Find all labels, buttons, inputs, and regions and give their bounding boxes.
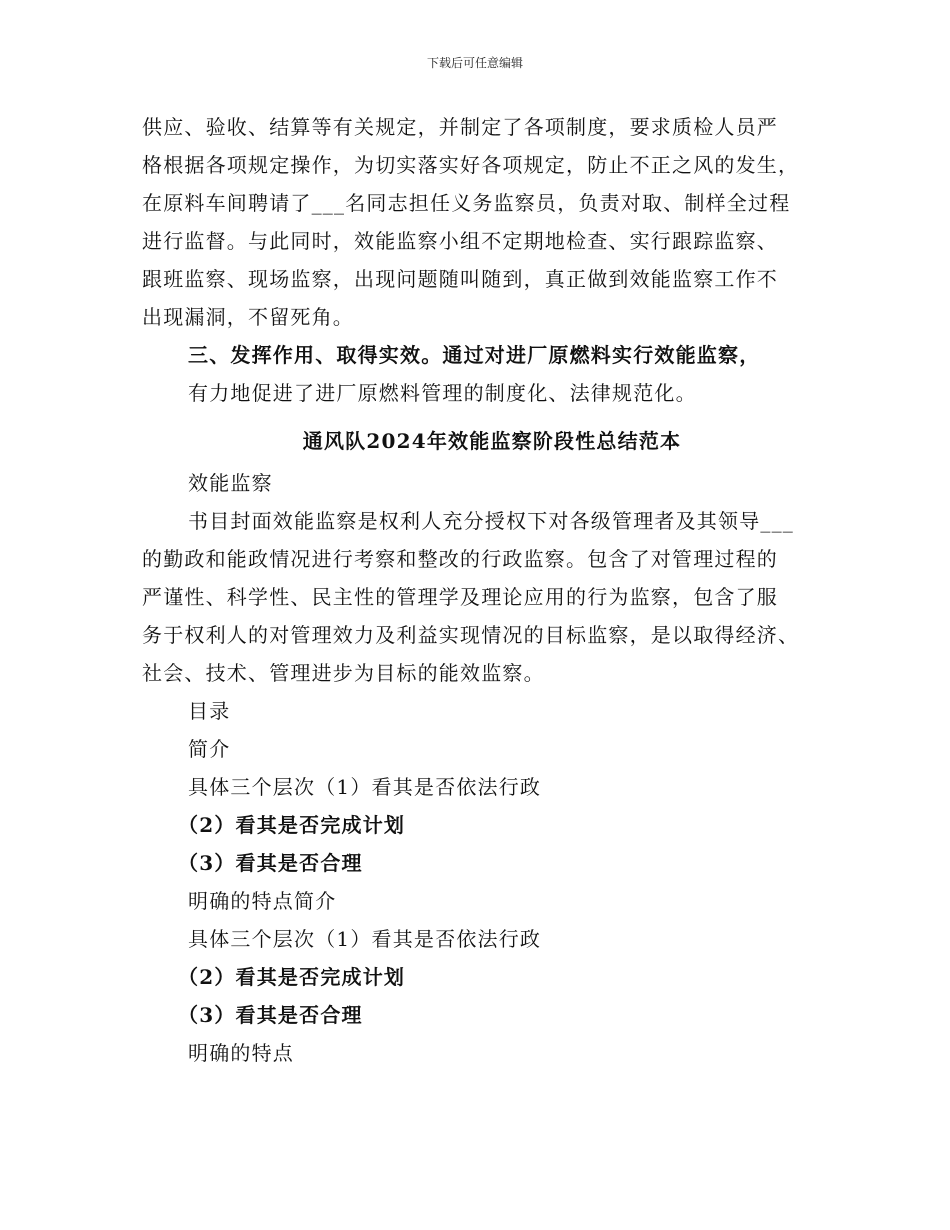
- body-line-3: 在原料车间聘请了___名同志担任义务监察员，负责对取、制样全过程: [142, 191, 791, 215]
- section-heading-3: 三、发挥作用、取得实效。通过对进厂原燃料实行效能监察，: [188, 343, 761, 367]
- paragraph-line-2: 的勤政和能政情况进行考察和整改的行政监察。包含了对管理过程的: [142, 547, 778, 571]
- section-heading-3-continuation: 有力地促进了进厂原燃料管理的制度化、法律规范化。: [188, 381, 697, 405]
- body-line-5: 跟班监察、现场监察，出现问题随叫随到，真正做到效能监察工作不: [142, 267, 778, 291]
- paragraph-line-1: 书目封面效能监察是权利人充分授权下对各级管理者及其领导___: [188, 509, 794, 533]
- subheading-efficiency-supervision: 效能监察: [188, 471, 273, 495]
- body-line-1: 供应、验收、结算等有关规定，并制定了各项制度，要求质检人员严: [142, 115, 778, 139]
- document-body: [142, 108, 842, 1072]
- paragraph-line-5: 社会、技术、管理进步为目标的能效监察。: [142, 661, 545, 685]
- toc-item-intro: 简介: [188, 737, 231, 761]
- document-title: 通风队2024年效能监察阶段性总结范本: [302, 429, 682, 453]
- paragraph-line-3: 严谨性、科学性、民主性的管理学及理论应用的行为监察，包含了服: [142, 585, 778, 609]
- toc-item-levels-3b: （3）看其是否合理: [178, 1003, 363, 1027]
- toc-item-levels-3: （3）看其是否合理: [178, 851, 363, 875]
- toc-item-features-intro: 明确的特点简介: [188, 889, 337, 913]
- toc-item-levels-1b: 具体三个层次（1）看其是否依法行政: [188, 927, 542, 951]
- toc-label: 目录: [188, 699, 231, 723]
- body-line-6: 出现漏洞，不留死角。: [142, 305, 354, 329]
- page-header: 下载后可任意编辑: [426, 56, 523, 70]
- toc-item-levels-2b: （2）看其是否完成计划: [178, 965, 406, 989]
- toc-item-levels-1: 具体三个层次（1）看其是否依法行政: [188, 775, 542, 799]
- body-line-2: 格根据各项规定操作，为切实落实好各项规定，防止不正之风的发生，: [142, 153, 800, 177]
- paragraph-line-4: 务于权利人的对管理效力及利益实现情况的目标监察，是以取得经济、: [142, 623, 800, 647]
- body-line-4: 进行监督。与此同时，效能监察小组不定期地检查、实行跟踪监察、: [142, 229, 778, 253]
- toc-item-features: 明确的特点: [188, 1041, 294, 1065]
- toc-item-levels-2: （2）看其是否完成计划: [178, 813, 406, 837]
